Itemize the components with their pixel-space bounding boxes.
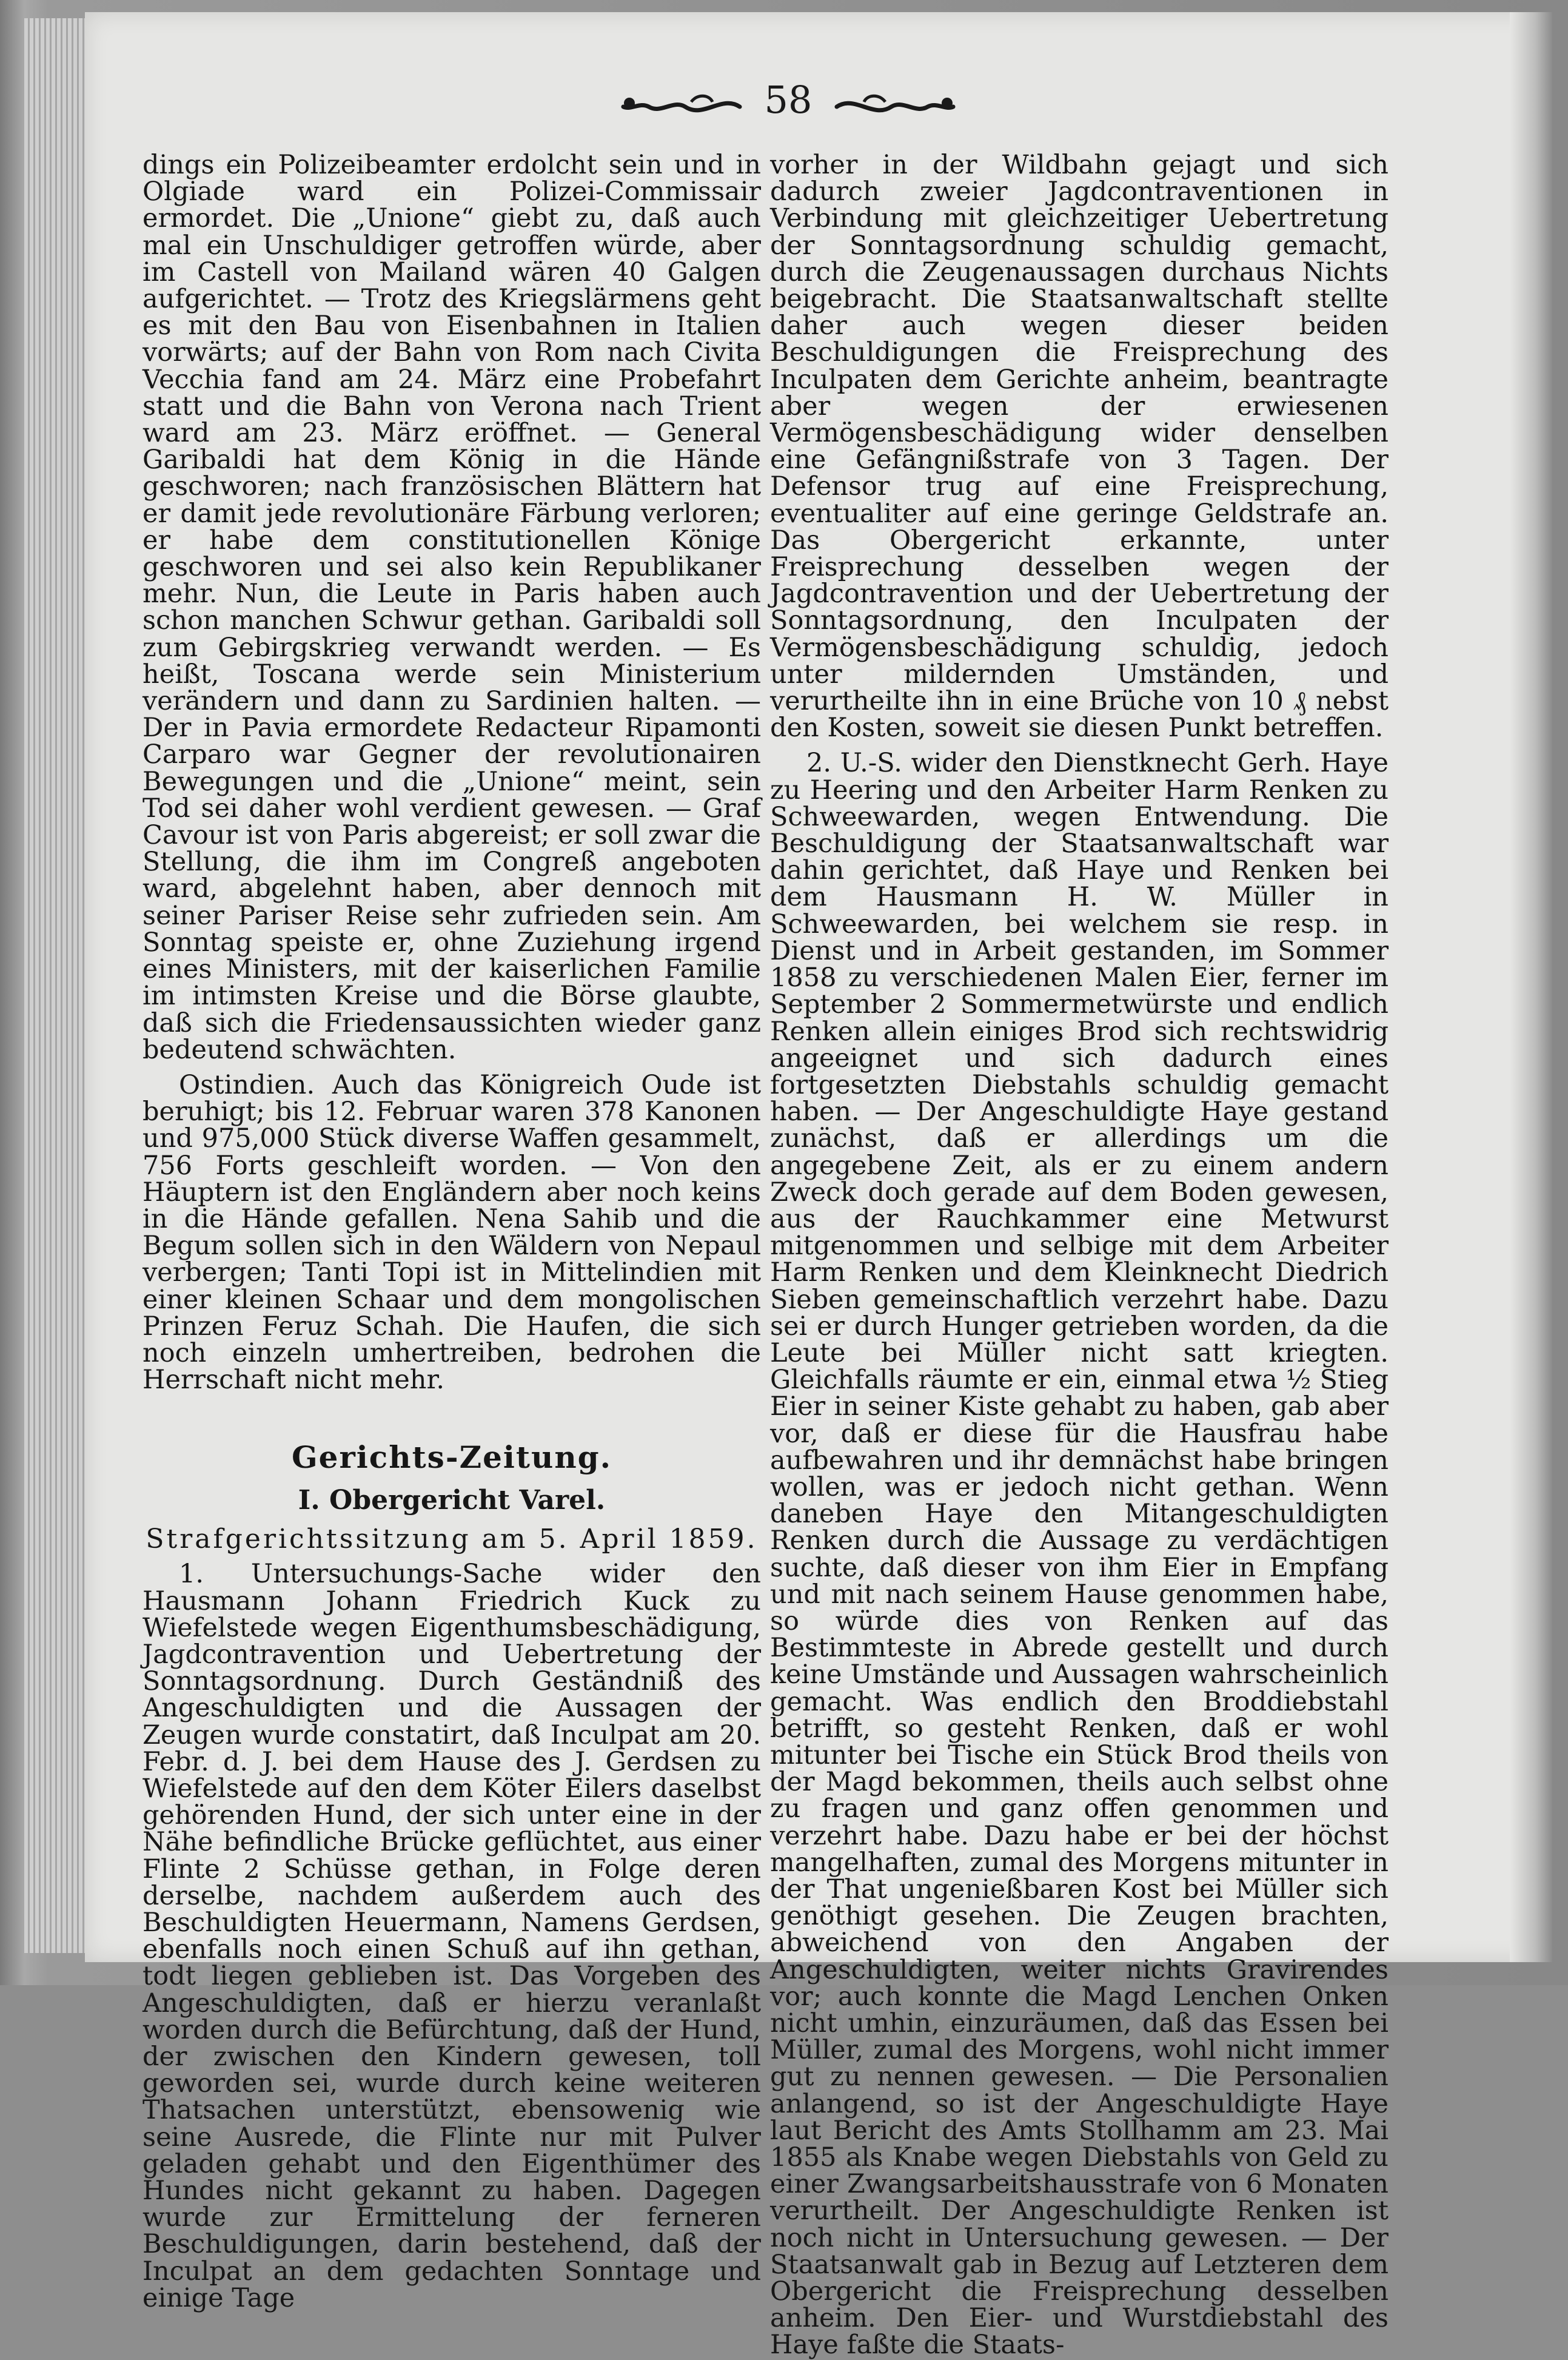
page-gutter-shadow xyxy=(1510,12,1552,1962)
page-number: 58 xyxy=(764,78,812,122)
left-ornament-icon xyxy=(618,89,746,125)
article-paragraph: 1. Untersuchungs-Sache wider den Hausmann Johann Friedrich Kuck zu Wiefelstede wegen Eigenthumsbeschädigung, Jagdcontravention und Uebertretung der Sonntagsordnung. Durch Geständniß des Angeschuldigten und die Aussagen der Zeugen wurde constatirt, daß Inculpat am 20. Febr. d. J. bei dem Hause des J. Gerdsen zu Wiefelstede auf den dem Köter Eilers daselbst gehörenden Hund, der sich unter eine in der Nähe befindliche Brücke geflüchtet, aus einer Flinte 2 Schüsse gethan, in Folge deren derselbe, nachdem außerdem auch des Beschuldigten Heuermann, Namens Gerdsen, ebenfalls noch einen Schuß auf ihn gethan, todt liegen geblieben ist. Das Vorgeben des Angeschuldigten, daß er hierzu veranlaßt worden durch die Befürchtung, daß der Hund, der zwischen den Kindern gewesen, toll geworden sei, wurde durch keine weiteren Thatsachen unterstützt, ebensowenig wie seine Ausrede, die Flinte nur mit Pulver geladen gehabt und den Eigenthümer des Hundes nicht gekannt zu haben. Dagegen wurde zur Ermittelung der ferneren Beschuldigungen, darin bestehend, daß der Inculpat an dem gedachten Sonntage und einige Tage xyxy=(142,1559,761,2313)
page-header xyxy=(618,67,958,140)
session-title: Strafgerichtssitzung am 5. April 1859. xyxy=(146,1524,758,1555)
article-paragraph: vorher in der Wildbahn gejagt und sich dadurch zweier Jagdcontraventionen in Verbindung mit gleichzeitiger Uebertretung der Sonntagsordnung schuldig gemacht, durch die Zeugenaussagen durchaus Nichts beigebracht. Die Staatsanwaltschaft stellte daher auch wegen dieser beiden Beschuldigungen die Freisprechung des Inculpaten dem Gerichte anheim, beantragte aber wegen der erwiesenen Vermögensbeschädigung wider denselben eine Gefängnißstrafe von 3 Tagen. Der Defensor trug auf eine Freisprechung, eventualiter auf eine geringe Geldstrafe an. Das Obergericht erkannte, unter Freisprechung desselben wegen der Jagdcontravention und der Uebertretung der Sonntagsordnung, den Inculpaten der Vermögensbeschädigung schuldig, jedoch unter mildernden Umständen, und verurtheilte ihn in eine Brüche von 10 ₰ nebst den Kosten, soweit sie diesen Punkt betreffen. xyxy=(770,150,1389,744)
section-title: Gerichts-Zeitung. xyxy=(291,1439,612,1476)
left-column xyxy=(142,152,761,2311)
article-paragraph: 2. U.-S. wider den Dienstknecht Gerh. Haye zu Heering und den Arbeiter Harm Renken zu Schweewarden, wegen Entwendung. Die Beschuldigung der Staatsanwaltschaft war dahin gerichtet, daß Haye und Renken bei dem Hausmann H. W. Müller in Schweewarden, bei welchem sie resp. in Dienst und in Arbeit gestanden, im Sommer 1858 zu verschiedenen Malen Eier, ferner im September 2 Sommermetwürste und endlich Renken allein einiges Brod sich rechtswidrig angeeignet und sich dadurch eines fortgesetzten Diebstahls schuldig gemacht haben. — Der Angeschuldigte Haye gestand zunächst, daß er allerdings um die angegebene Zeit, als er zu einem andern Zweck doch gerade auf dem Boden gewesen, aus der Rauchkammer eine Metwurst mitgenommen und selbige mit dem Arbeiter Harm Renken und dem Kleinknecht Diedrich Sieben gemeinschaftlich verzehrt habe. Dazu sei er durch Hunger getrieben worden, da die Leute bei Müller nicht satt kriegten. Gleichfalls räumte er ein, einmal etwa ½ Stieg Eier in seiner Kiste gehabt zu haben, gab aber vor, daß er diese für die Hausfrau habe aufbewahren und ihr demnächst habe bringen wollen, was er jedoch nicht gethan. Wenn daneben Haye den Mitangeschuldigten Renken durch die Aussage zu verdächtigen suchte, daß dieser von ihm Eier in Empfang und mit nach seinem Hause genommen habe, so würde dies von Renken auf das Bestimmteste in Abrede gestellt und durch keine Umstände und Aussagen wahrscheinlich gemacht. Was endlich den Broddiebstahl betrifft, so gesteht Renken, daß er wohl mitunter bei Tische ein Stück Brod theils von der Magd bekommen, theils auch selbst ohne zu fragen und ganz offen genommen und verzehrt habe. Dazu habe er bei der höchst mangelhaften, zumal des Morgens mitunter in der That ungenießbaren Kost bei Müller sich genöthigt gesehen. Die Zeugen brachten, abweichend von den Angaben der Angeschuldigten, weiter nichts Gravirendes vor; auch konnte die Magd Lenchen Onken nicht umhin, einzuräumen, daß das Essen bei Müller, zumal des Morgens, wohl nicht immer gut zu nennen gewesen. — Die Personalien anlangend, so ist der Angeschuldigte Haye laut Bericht des Amts Stollhamm am 23. Mai 1855 als Knabe wegen Diebstahls von Geld zu einer Zwangsarbeitshausstrafe von 6 Monaten verurtheilt. Der Angeschuldigte Renken ist noch nicht in Untersuchung gewesen. — Der Staatsanwalt gab in Bezug auf Letzteren dem Obergericht die Freisprechung desselben anheim. Den Eier- und Wurstdiebstahl des Haye faßte die Staats- xyxy=(770,748,1389,2360)
court-title: I. Obergericht Varel. xyxy=(298,1485,606,1516)
book-page-edges xyxy=(24,18,92,1953)
article-paragraph: Ostindien. Auch das Königreich Oude ist beruhigt; bis 12. Februar waren 378 Kanonen und 975,000 Stück diverse Waffen gesammelt, 756 Forts geschleift worden. — Von den Häuptern ist den Engländern aber noch keins in die Hände gefallen. Nena Sahib und die Begum sollen sich in den Wäldern von Nepaul verbergen; Tanti Topi ist in Mittelindien mit einer kleinen Schaar und dem mongolischen Prinzen Feruz Schah. Die Haufen, die sich noch einzeln umhertreiben, bedrohen die Herrschaft nicht mehr. xyxy=(142,1069,761,1396)
right-ornament-icon xyxy=(831,89,958,125)
right-column xyxy=(770,152,1389,2359)
article-paragraph: dings ein Polizeibeamter erdolcht sein und in Olgiade ward ein Polizei-Commissair ermordet. Die „Unione“ giebt zu, daß auch mal ein Unschuldiger getroffen würde, aber im Castell von Mailand wären 40 Galgen aufgerichtet. — Trotz des Kriegslärmens geht es mit den Bau von Eisenbahnen in Italien vorwärts; auf der Bahn von Rom nach Civita Vecchia fand am 24. März eine Probefahrt statt und die Bahn von Verona nach Trient ward am 23. März eröffnet. — General Garibaldi hat dem König in die Hände geschworen; nach französischen Blättern hat er damit jede revolutionäre Färbung verloren; er habe dem constitutionellen Könige geschworen und sei also kein Republikaner mehr. Nun, die Leute in Paris haben auch schon manchen Schwur gethan. Garibaldi soll zum Gebirgskrieg verwandt werden. — Es heißt, Toscana werde sein Ministerium verändern und dann zu Sardinien halten. — Der in Pavia ermordete Redacteur Ripamonti Carparo war Gegner der revolutionairen Bewegungen und die „Unione“ meint, sein Tod sei daher wohl verdient gewesen. — Graf Cavour ist von Paris abgereist; er soll zwar die Stellung, die ihm im Congreß angeboten ward, abgelehnt haben, aber dennoch mit seiner Pariser Reise sehr zufrieden sein. Am Sonntag speiste er, ohne Zuziehung irgend eines Ministers, mit der kaiserlichen Familie im intimsten Kreise und die Börse glaubte, daß sich die Friedensaussichten wieder ganz bedeutend schwächten. xyxy=(142,150,761,1065)
